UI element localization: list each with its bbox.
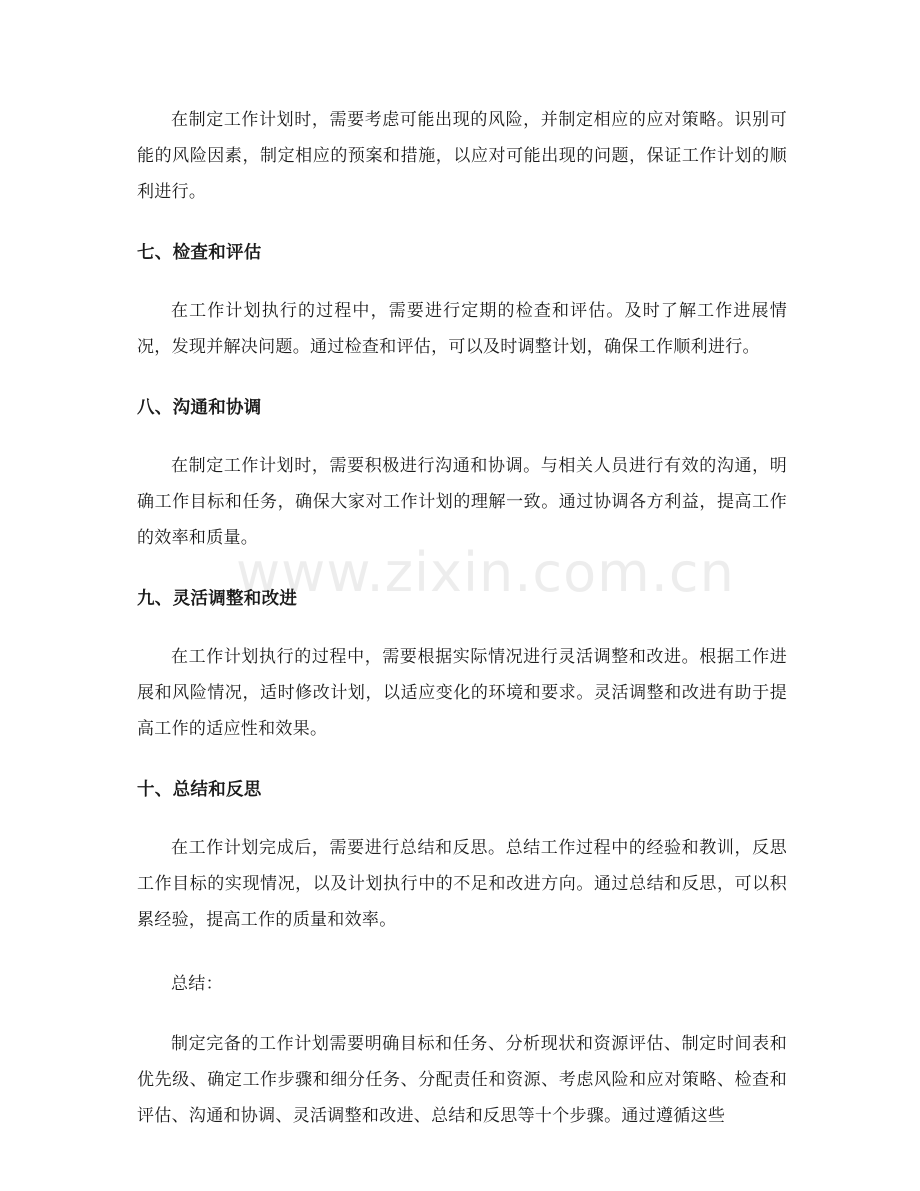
watermark: www.zixin.com.cn — [236, 541, 735, 604]
section-paragraph-8: 在制定工作计划时，需要积极进行沟通和协调。与相关人员进行有效的沟通，明确工作目标和任务，确保大家对工作计划的理解一致。通过协调各方利益，提高工作的效率和质量。 — [137, 456, 787, 548]
section-paragraph-7: 在工作计划执行的过程中，需要进行定期的检查和评估。及时了解工作进展情况，发现并解决问题。通过检查和评估，可以及时调整计划，确保工作顺利进行。 — [137, 301, 787, 357]
section-heading-8: 八、沟通和协调 — [137, 398, 262, 418]
section-heading-10: 十、总结和反思 — [137, 780, 262, 800]
section-paragraph-9: 在工作计划执行的过程中，需要根据实际情况进行灵活调整和改进。根据工作进展和风险情况，适时修改计划，以适应变化的环境和要求。灵活调整和改进有助于提高工作的适应性和效果。 — [137, 647, 787, 739]
section-paragraph-10: 在工作计划完成后，需要进行总结和反思。总结工作过程中的经验和教训，反思工作目标的实现情况，以及计划执行中的不足和改进方向。通过总结和反思，可以积累经验，提高工作的质量和效率。 — [137, 838, 787, 930]
section-heading-9: 九、灵活调整和改进 — [137, 589, 298, 609]
summary-label: 总结： — [171, 974, 223, 994]
intro-paragraph: 在制定工作计划时，需要考虑可能出现的风险，并制定相应的应对策略。识别可能的风险因素，制定相应的预案和措施，以应对可能出现的问题，保证工作计划的顺利进行。 — [137, 110, 787, 202]
summary-paragraph: 制定完备的工作计划需要明确目标和任务、分析现状和资源评估、制定时间表和优先级、确定工作步骤和细分任务、分配责任和资源、考虑风险和应对策略、检查和评估、沟通和协调、灵活调整和改进、总结和反思等十个步骤。通过遵循这些 — [137, 1034, 787, 1126]
document-body — [137, 102, 787, 1134]
section-heading-7: 七、检查和评估 — [137, 243, 262, 263]
